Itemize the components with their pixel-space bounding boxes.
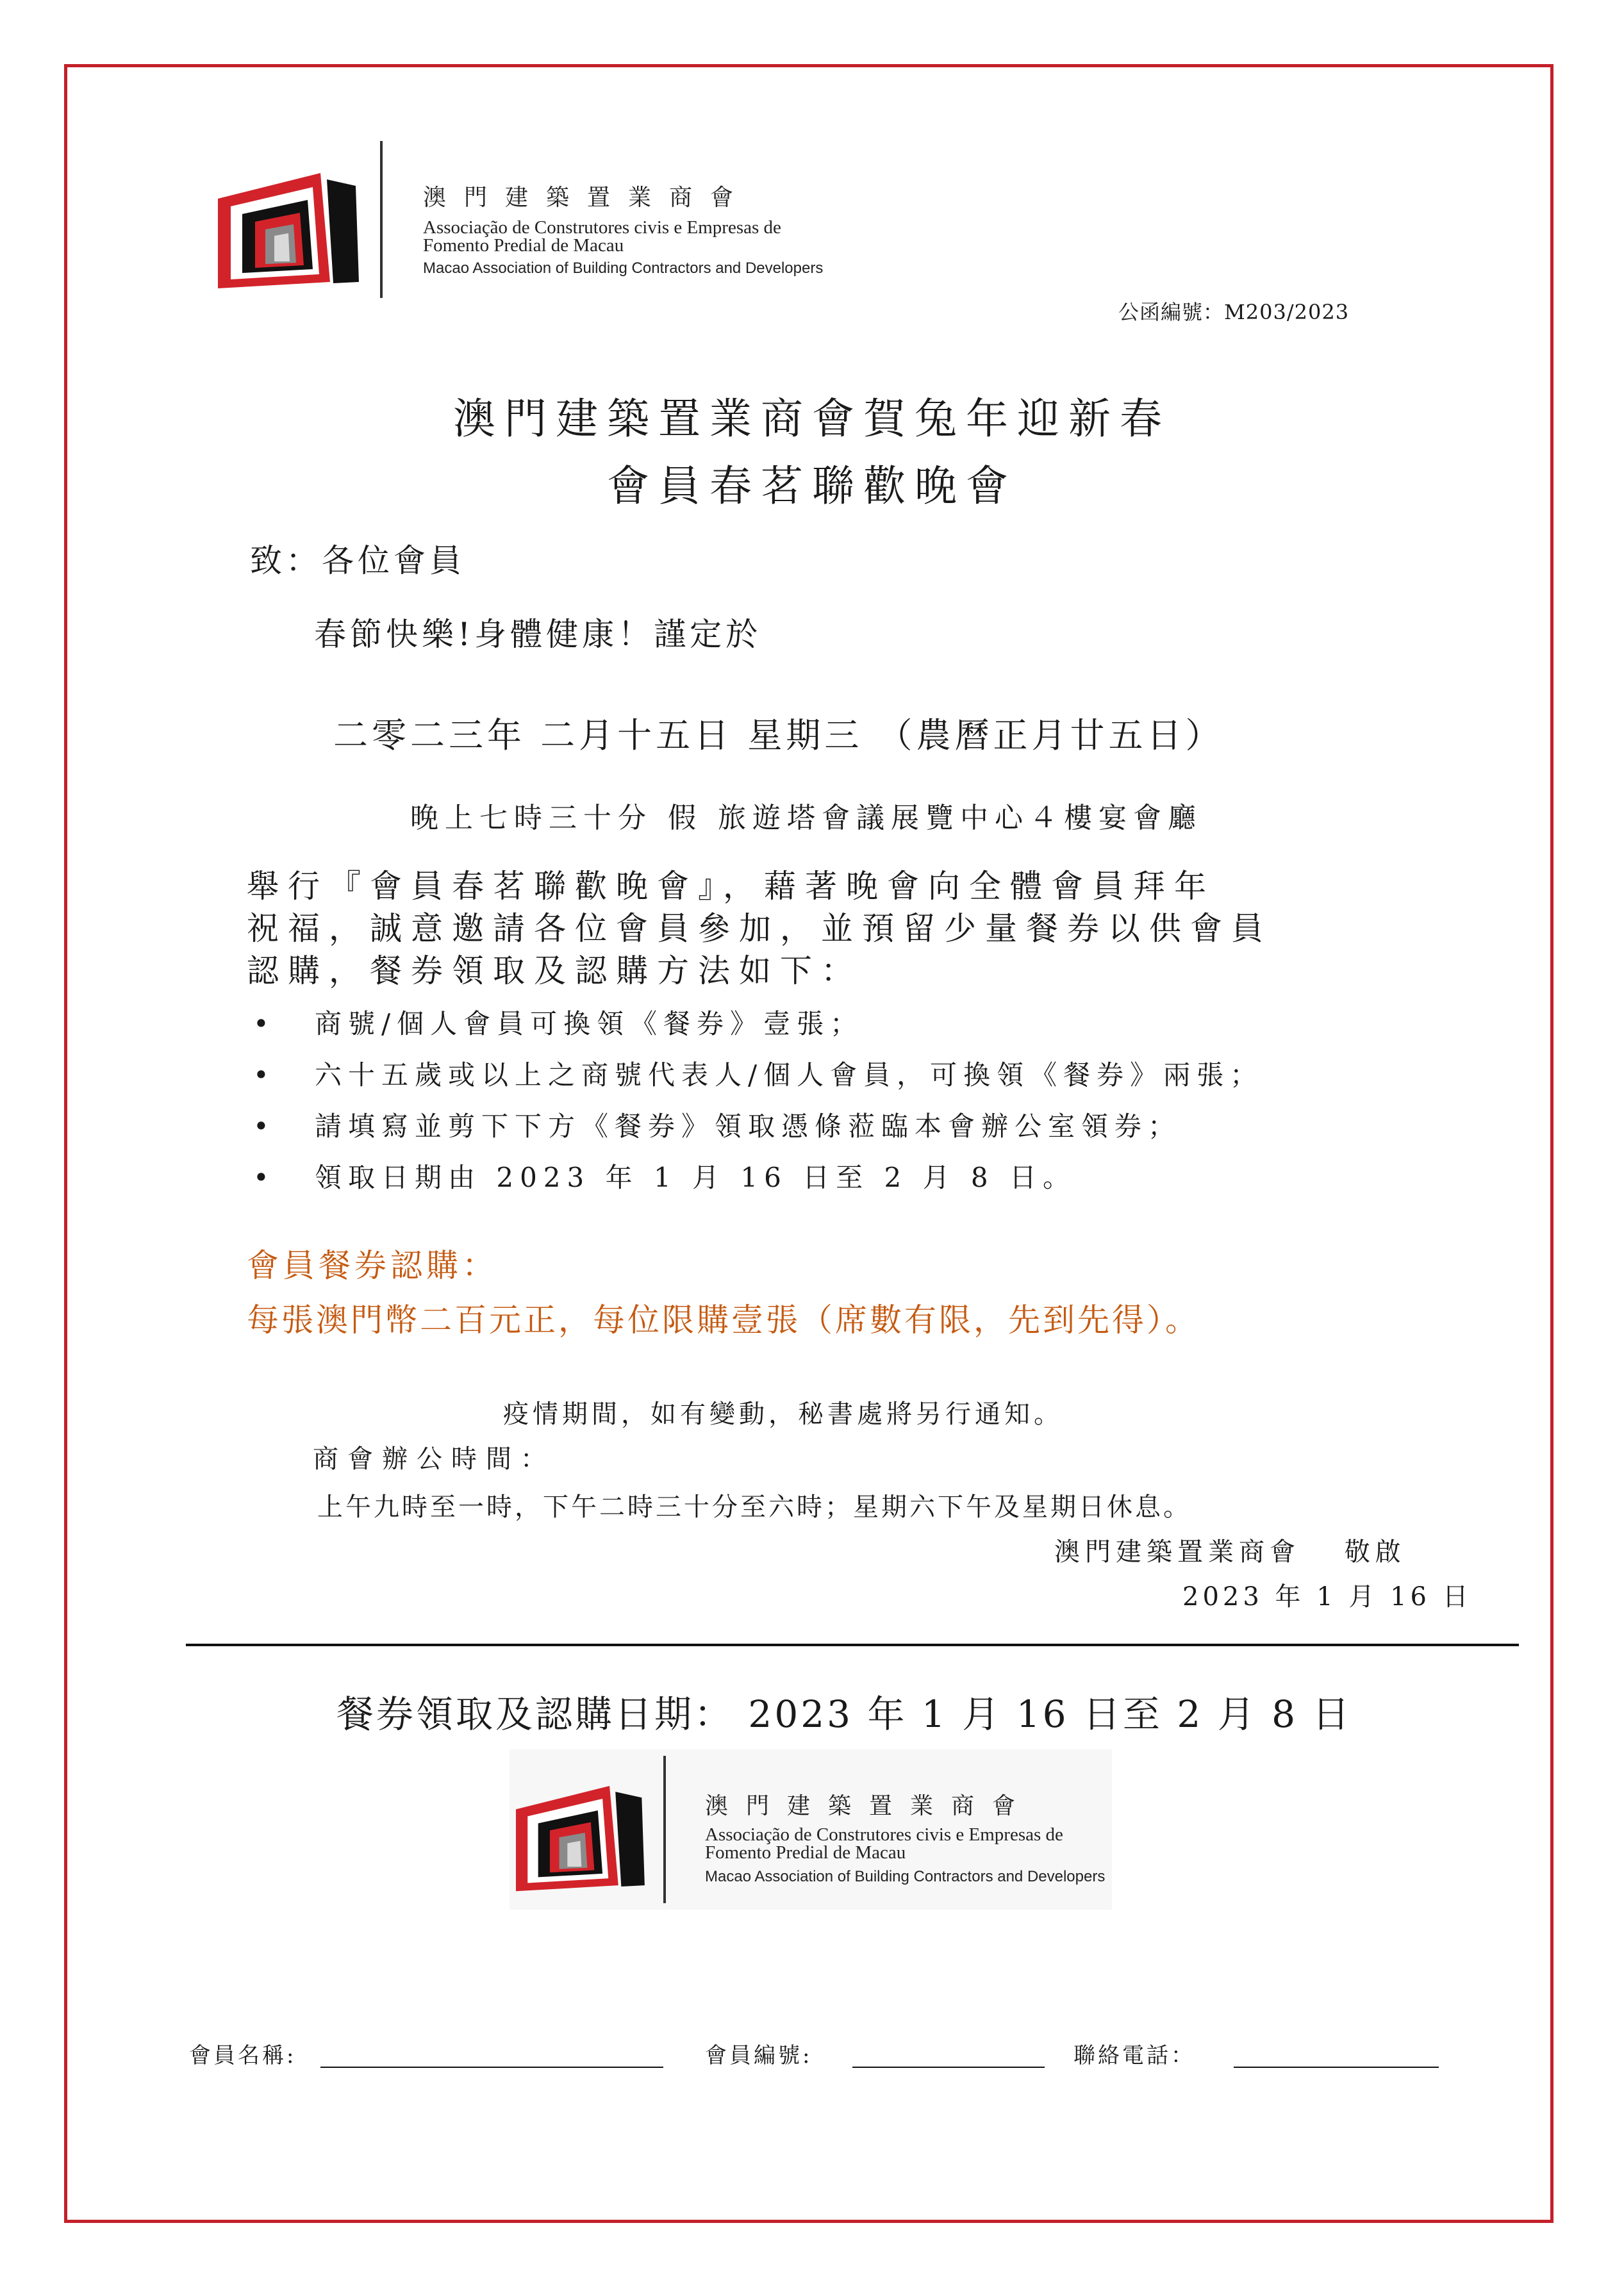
bullet-icon: • xyxy=(253,1111,276,1142)
list-item-text: 六十五歲或以上之商號代表人/個人會員，可換領《餐券》兩張； xyxy=(315,1059,1264,1091)
list-item xyxy=(253,1003,1263,1054)
logo-chinese-name: 澳門建築置業商會 xyxy=(705,1793,1034,1819)
coupon-association-logo xyxy=(510,1749,1112,1910)
member-number-input[interactable] xyxy=(852,2067,1045,2068)
member-number-label: 會員編號: xyxy=(705,2043,813,2069)
phone-label: 聯絡電話： xyxy=(1073,2043,1195,2069)
coupon-period: 餐券領取及認購日期： 2023 年 1 月 16 日至 2 月 8 日 xyxy=(336,1692,1352,1736)
logo-english-name: Macao Association of Building Contractors and Developers xyxy=(423,260,824,277)
list-item-text: 商號/個人會員可換領《餐券》壹張； xyxy=(315,1008,864,1039)
page-title-line2: 會員春茗聯歡晚會 xyxy=(607,461,1017,511)
bullet-icon: • xyxy=(253,1162,276,1193)
building-frame-logo-icon xyxy=(516,1772,650,1894)
member-name-label: 會員名稱: xyxy=(189,2043,297,2069)
logo-portuguese-name-line1: Associação de Construtores civis e Empresas de xyxy=(705,1824,1063,1845)
list-item-text: 領取日期由 2023 年 1 月 16 日至 2 月 8 日。 xyxy=(315,1162,1077,1193)
purchase-detail: 每張澳門幣二百元正，每位限購壹張（席數有限，先到先得）。 xyxy=(247,1301,1200,1339)
list-item xyxy=(253,1054,1263,1105)
event-date: 二零二三年 二月十五日 星期三 （農曆正月廿五日） xyxy=(333,715,1224,756)
logo-portuguese-name-line2: Fomento Predial de Macau xyxy=(705,1842,906,1863)
salutation: 致：各位會員 xyxy=(250,542,465,579)
invitation-paragraph xyxy=(247,865,1272,992)
paragraph-line: 祝福，誠意邀請各位會員參加，並預留少量餐券以供會員 xyxy=(247,910,1272,947)
event-venue: 晚上七時三十分 假 旅遊塔會議展覽中心４樓宴會廳 xyxy=(410,802,1202,834)
instructions-list xyxy=(253,1003,1263,1208)
phone-input[interactable] xyxy=(1234,2067,1439,2068)
logo-portuguese-name-line1: Associação de Construtores civis e Empresas de xyxy=(423,217,781,238)
reference-number: 公函編號：M203/2023 xyxy=(1118,300,1350,324)
office-hours: 上午九時至一時，下午二時三十分至六時；星期六下午及星期日休息。 xyxy=(317,1492,1191,1522)
association-logo xyxy=(215,141,888,301)
logo-portuguese-name-line2: Fomento Predial de Macau xyxy=(423,235,624,256)
member-name-input[interactable] xyxy=(320,2067,663,2068)
sign-date: 2023 年 1 月 16 日 xyxy=(1182,1582,1472,1612)
cut-line-divider xyxy=(186,1644,1519,1646)
building-frame-logo-icon xyxy=(218,160,365,288)
paragraph-line: 認購，餐券領取及認購方法如下： xyxy=(247,952,862,989)
office-hours-label: 商會辦公時間： xyxy=(313,1444,555,1474)
signature: 澳門建築置業商會 敬啟 xyxy=(1054,1537,1406,1567)
list-item xyxy=(253,1105,1263,1157)
purchase-heading: 會員餐券認購： xyxy=(247,1247,498,1284)
logo-english-name: Macao Association of Building Contractors and Developers xyxy=(705,1868,1106,1885)
logo-chinese-name: 澳門建築置業商會 xyxy=(423,185,752,211)
list-item-text: 請填寫並剪下下方《餐券》領取憑條蒞臨本會辦公室領券； xyxy=(315,1111,1182,1142)
greeting: 春節快樂!身體健康！謹定於 xyxy=(314,616,762,653)
pandemic-note: 疫情期間，如有變動，秘書處將另行通知。 xyxy=(503,1400,1063,1429)
bullet-icon: • xyxy=(253,1059,276,1091)
bullet-icon: • xyxy=(253,1008,276,1039)
paragraph-line: 舉行『會員春茗聯歡晚會』，藉著晚會向全體會員拜年 xyxy=(247,868,1215,905)
list-item xyxy=(253,1157,1263,1208)
page-title-line1: 澳門建築置業商會賀兔年迎新春 xyxy=(453,394,1171,443)
